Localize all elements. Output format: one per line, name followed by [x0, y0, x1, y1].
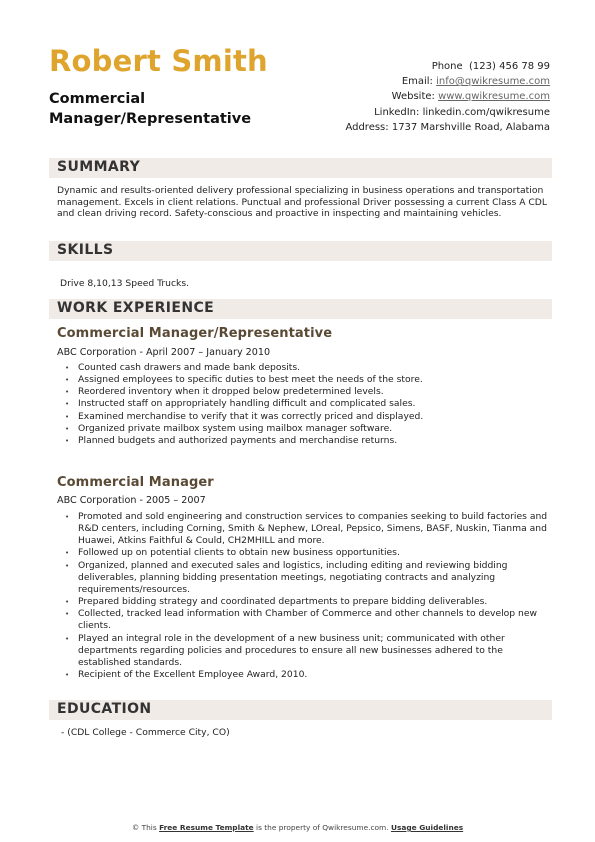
- job-duties-list: [62, 362, 550, 447]
- list-item: • Assigned employees to specific duties to best meet the needs of the store.: [62, 374, 550, 386]
- skills-section-header: [49, 241, 552, 261]
- list-item: • Counted cash drawers and made bank deposits.: [62, 362, 550, 374]
- list-item: • Promoted and sold engineering and construction services to companies seeking to build factories and R&D centers, including Corning, Smith & Nephew, LOreal, Pepsico, Simens, BASF, Nuskin, Tianma and Huawei, Atkins Faithful & Could, CH2MHILL and more.: [62, 511, 550, 547]
- list-item: • Examined merchandise to verify that it was correctly priced and displayed.: [62, 411, 550, 423]
- summary-section-header: [49, 158, 552, 178]
- contact-linkedin: [345, 105, 550, 120]
- website-link[interactable]: www.qwikresume.com: [438, 91, 550, 103]
- linkedin-label: LinkedIn:: [374, 106, 420, 118]
- list-item: • Instructed staff on appropriately handling difficult and complicated sales.: [62, 398, 550, 410]
- list-item: • Organized private mailbox system using mailbox manager software.: [62, 423, 550, 435]
- work-section-header: [49, 299, 552, 319]
- list-item: • Recipient of the Excellent Employee Award, 2010.: [62, 669, 550, 681]
- contact-address: [345, 120, 550, 135]
- list-item: • Reordered inventory when it dropped below predetermined levels.: [62, 386, 550, 398]
- job-title: Commercial Manager/Representative: [57, 326, 333, 341]
- candidate-title: Commercial Manager/Representative: [49, 91, 252, 127]
- contact-phone: [345, 59, 550, 74]
- list-item: • Played an integral role in the development of a new business unit; communicated with other departments regarding policies and procedures to ensure all new businesses adhered to the established standards.: [62, 633, 550, 669]
- candidate-name: Robert Smith: [49, 44, 268, 78]
- list-item: • Prepared bidding strategy and coordinated departments to prepare bidding deliverables.: [62, 596, 550, 608]
- list-item: • Collected, tracked lead information with Chamber of Commerce and other channels to develop new clients.: [62, 608, 550, 632]
- job-title: Commercial Manager: [57, 475, 214, 490]
- job-company-dates: ABC Corporation - April 2007 – January 2010: [57, 347, 271, 358]
- summary-heading: SUMMARY: [57, 159, 141, 175]
- skills-text: Drive 8,10,13 Speed Trucks.: [60, 278, 190, 289]
- phone-value: (123) 456 78 99: [469, 61, 550, 72]
- phone-label: Phone: [431, 61, 463, 72]
- contact-block: [345, 59, 550, 135]
- education-heading: EDUCATION: [57, 701, 152, 717]
- footer: [0, 823, 595, 832]
- address-label: Address:: [345, 121, 389, 133]
- address-value: 1737 Marshville Road, Alabama: [391, 121, 550, 133]
- education-text: - (CDL College - Commerce City, CO): [61, 727, 230, 738]
- free-resume-template-link[interactable]: Free Resume Template: [159, 823, 254, 832]
- summary-text: Dynamic and results-oriented delivery professional specializing in business operations and transportation management. Excels in client relations. Punctual and professional Driver possessing a current Class A CDL and clean driving record. Safety-conscious and proactive in inspecting and maintaining vehicles.: [57, 185, 548, 220]
- footer-middle: is the property of Qwikresume.com.: [256, 823, 389, 832]
- email-label: Email:: [401, 76, 433, 88]
- contact-email: [345, 74, 550, 89]
- footer-prefix: © This: [131, 823, 157, 832]
- contact-website: [345, 89, 550, 104]
- skills-heading: SKILLS: [57, 242, 114, 258]
- work-heading: WORK EXPERIENCE: [57, 300, 215, 316]
- job-company-dates: ABC Corporation - 2005 – 2007: [57, 495, 206, 506]
- education-section-header: [49, 700, 552, 720]
- linkedin-value: linkedin.com/qwikresume: [422, 106, 550, 118]
- email-link[interactable]: info@qwikresume.com: [436, 76, 550, 88]
- website-label: Website:: [391, 91, 435, 103]
- list-item: • Organized, planned and executed sales and logistics, including editing and reviewing bidding deliverables, planning bidding presentation meetings, negotiating contracts and analyzing requirements/resources.: [62, 560, 550, 596]
- job-duties-list: [62, 511, 550, 681]
- list-item: • Planned budgets and authorized payments and merchandise returns.: [62, 435, 550, 447]
- usage-guidelines-link[interactable]: Usage Guidelines: [390, 823, 464, 832]
- list-item: • Followed up on potential clients to obtain new business opportunities.: [62, 547, 550, 559]
